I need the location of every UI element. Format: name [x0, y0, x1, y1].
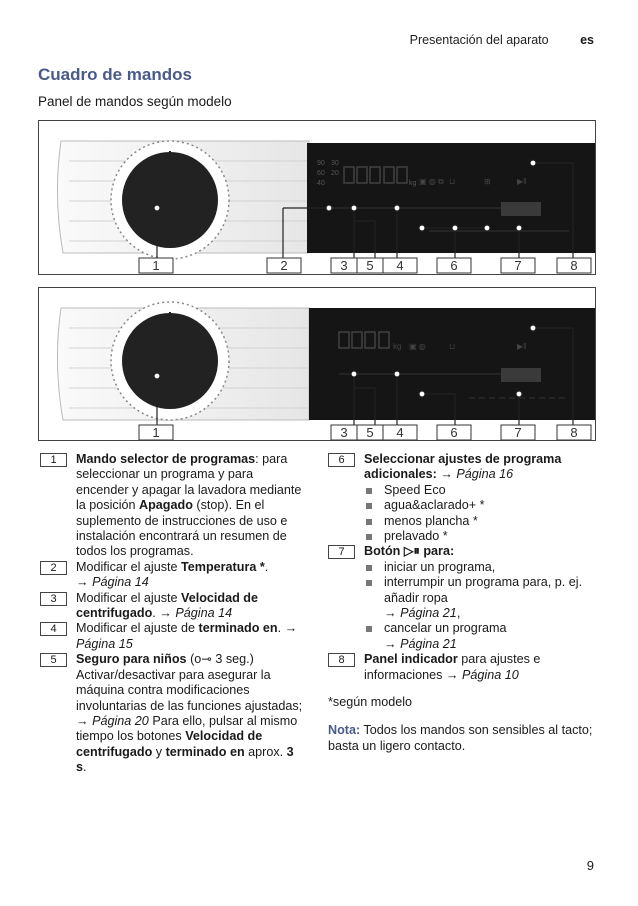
bullet-item: Speed Eco: [364, 483, 598, 498]
temp-30-label: 30: [331, 160, 339, 167]
kg-label-2: kg: [393, 342, 402, 351]
legend-right-column: [328, 452, 598, 767]
temp-40-label: 40: [317, 180, 325, 187]
callout-8: 8: [570, 258, 578, 273]
page-ref[interactable]: → Página 21: [384, 636, 457, 651]
legend-item-3: 3 Modificar el ajuste Velocidad de centrifugado. → Página 14: [40, 591, 305, 622]
page-ref[interactable]: → Página 10: [445, 667, 519, 682]
control-panel-illustration-1: [38, 120, 596, 275]
callout-1: 1: [152, 258, 160, 273]
callout-2-7: 7: [514, 425, 522, 440]
nota: Nota: Todos los mandos son sensibles al tacto; basta un ligero contacto.: [328, 723, 593, 753]
header-language: es: [580, 33, 594, 47]
callout-4: 4: [396, 258, 404, 273]
svg-text:⊔: ⊔: [449, 177, 456, 186]
legend-item-5: 5 Seguro para niños (o⊸ 3 seg.) Activar/desactivar para asegurar la máquina contra modificaciones involuntarias de las funciones ajustadas; → Página 20 Para ello, pulsar al mismo tiempo los botones Velocidad de centrifugado y terminado en aprox. 3 s.: [40, 652, 305, 775]
callout-2-1: 1: [152, 425, 160, 440]
callout-2-6: 6: [450, 425, 458, 440]
legend-item-4: 4 Modificar el ajuste de terminado en. → Página 15: [40, 621, 305, 652]
control-panel-illustration-2: [38, 287, 596, 441]
bullet-item: prelavado *: [364, 529, 598, 544]
running-header: [410, 33, 594, 47]
callout-3: 3: [340, 258, 348, 273]
legend-item-2: 2 Modificar el ajuste Temperatura *. → Página 14: [40, 560, 305, 591]
callout-2-3: 3: [340, 425, 348, 440]
temp-60-label: 60: [317, 170, 325, 177]
svg-text:▣ ◍: ▣ ◍: [409, 342, 426, 351]
callout-2-4: 4: [396, 425, 404, 440]
legend-left-column: [40, 452, 305, 776]
callout-2: 2: [280, 258, 288, 273]
page-ref[interactable]: → Página 14: [159, 606, 233, 621]
bullet-item: agua&aclarado+ *: [364, 498, 598, 513]
page-number: 9: [586, 858, 594, 873]
callout-5: 5: [366, 258, 374, 273]
page-ref[interactable]: → Página 16: [440, 467, 514, 482]
page-ref[interactable]: → Página 20: [76, 713, 149, 728]
svg-text:▣ ◍ ⧉: ▣ ◍ ⧉: [419, 177, 444, 186]
page-ref[interactable]: → Página 21: [384, 606, 457, 621]
bullet-item: iniciar un programa,: [364, 560, 598, 575]
page-ref[interactable]: → Página 15: [76, 621, 298, 651]
page-subtitle: Panel de mandos según modelo: [38, 94, 232, 109]
legend-item-7: 7 Botón ▷⏸ para: iniciar un programa, interrumpir un programa para, p. ej. añadir ropa → Página 21, cancelar un programa → Página 21: [328, 544, 598, 652]
callout-2-8: 8: [570, 425, 578, 440]
callout-2-5: 5: [366, 425, 374, 440]
header-section: Presentación del aparato: [409, 33, 549, 47]
footnote: *según modelo: [328, 695, 413, 710]
callout-6: 6: [450, 258, 458, 273]
svg-text:▶‖: ▶‖: [517, 177, 527, 186]
bullet-item: cancelar un programa → Página 21: [364, 621, 598, 652]
page-title: Cuadro de mandos: [38, 65, 192, 84]
bullet-item: interrumpir un programa para, p. ej. añadir ropa → Página 21,: [364, 575, 598, 621]
page-ref[interactable]: → Página 14: [76, 575, 149, 590]
legend-item-6: 6 Seleccionar ajustes de programa adicionales: → Página 16 Speed Eco agua&aclarado+ * menos plancha * prelavado *: [328, 452, 598, 544]
bullet-item: menos plancha *: [364, 514, 598, 529]
callout-7: 7: [514, 258, 522, 273]
legend-item-8: 8 Panel indicador para ajustes e informaciones → Página 10: [328, 652, 598, 683]
temp-90-label: 90: [317, 160, 325, 167]
kg-label: kg: [409, 180, 417, 187]
svg-text:▶‖: ▶‖: [517, 342, 527, 351]
legend-item-1: 1 Mando selector de programas: para seleccionar un programa y para encender y apagar la lavadora mediante la posición Apagado (stop). En el suplemento de instrucciones de uso e instalación encontrará un resumen de todos los programas.: [40, 452, 305, 560]
svg-text:⊞: ⊞: [484, 177, 491, 186]
temp-20-label: 20: [331, 170, 339, 177]
svg-text:⊔: ⊔: [449, 342, 456, 351]
